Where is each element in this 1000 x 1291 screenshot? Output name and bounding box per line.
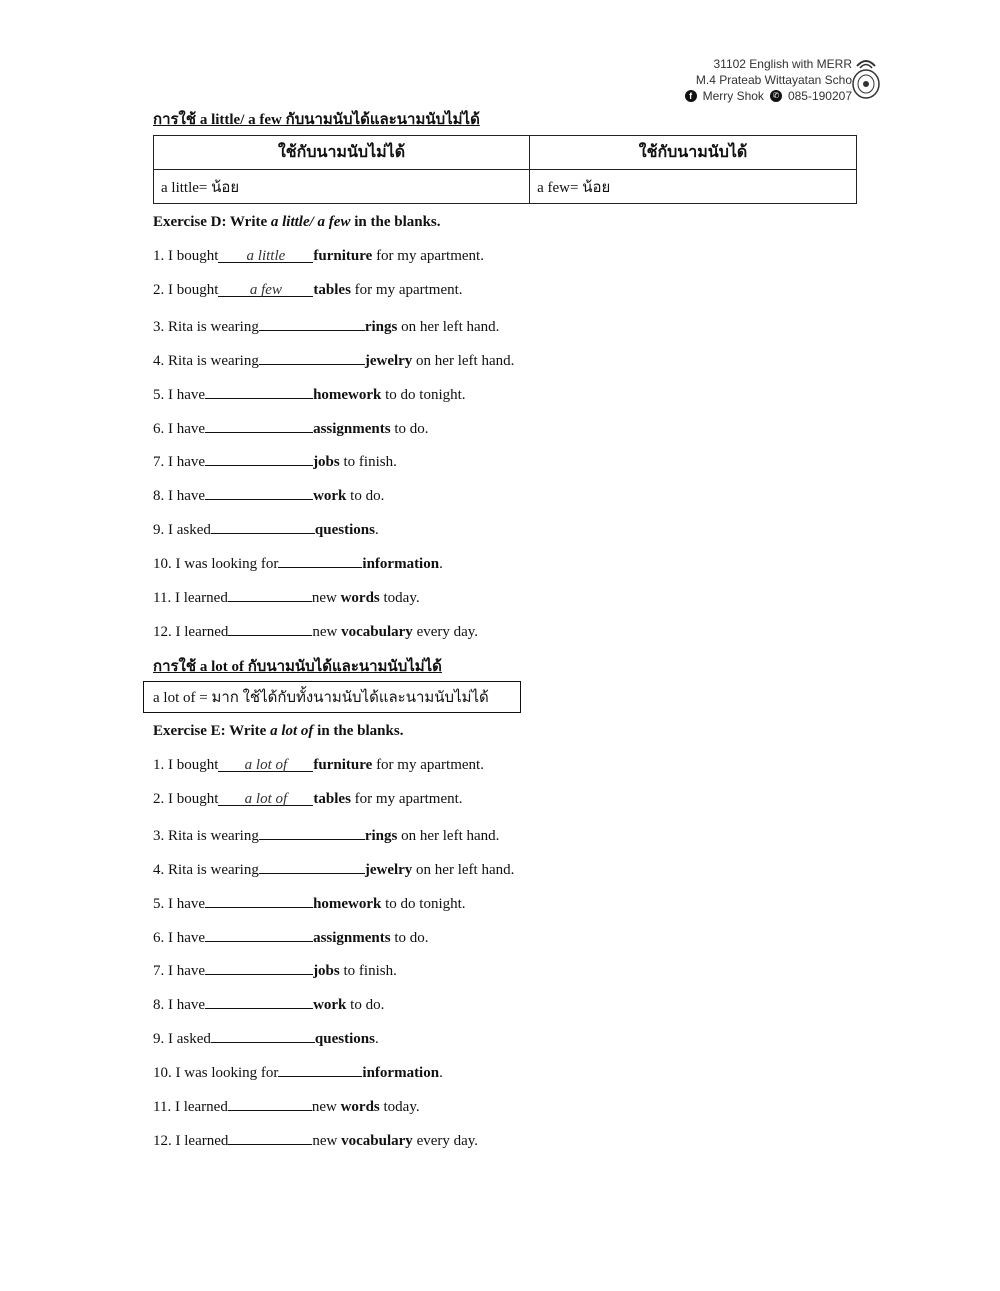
answer-text: a lot of [244,757,288,773]
col-countable-header: ใช้กับนามนับได้ [530,136,857,170]
item-noun: words [340,590,380,606]
exercise-d-item-4 [153,350,514,370]
item-ending: every day. [412,1132,479,1149]
item-noun: questions [314,1031,375,1048]
item-prompt: 10. I was looking for [153,556,279,573]
item-ending: for my apartment. [350,281,463,298]
item-prompt: 9. I asked [153,1031,211,1048]
item-ending: to do. [390,420,429,437]
item-noun: information [362,1065,440,1082]
item-ending: for my apartment. [372,248,484,264]
exercise-e-item-11 [153,1096,420,1116]
item-prompt: 1. I bought [153,757,219,773]
item-ending: . [374,1031,379,1048]
item-noun: rings [364,827,398,844]
exercise-e-item-5 [153,893,466,913]
item-ending: on her left hand. [412,352,515,369]
item-noun: tables [313,281,351,298]
answer-blank[interactable] [218,791,313,806]
col-uncountable-header: ใช้กับนามนับไม่ได้ [154,136,530,170]
answer-blank[interactable] [228,1096,312,1111]
exercise-d-item-5 [153,384,466,404]
exercise-d-item-1 [153,248,484,265]
item-prompt: 12. I learned [153,623,229,640]
answer-text: a lot of [244,790,288,807]
school-seal-icon [851,56,881,100]
item-prompt: 6. I have [153,420,206,437]
exercise-e-item-4 [153,859,514,879]
item-prompt: 7. I have [153,454,206,471]
answer-blank[interactable] [211,1028,315,1043]
item-ending: to do. [390,929,429,946]
item-prompt: 6. I have [153,929,206,946]
item-ending: for my apartment. [372,757,484,773]
item-prompt: 4. Rita is wearing [153,352,259,369]
item-noun: information [362,556,440,573]
item-mid-text: new [312,1132,342,1149]
answer-blank[interactable] [259,316,365,331]
answer-blank[interactable] [228,1130,312,1145]
item-noun: work [313,488,347,505]
exercise-d-item-10 [153,553,443,573]
answer-blank[interactable] [228,587,312,602]
item-prompt: 7. I have [153,963,206,980]
item-noun: vocabulary [341,1132,413,1149]
item-ending: to finish. [339,454,397,471]
item-noun: questions [314,522,375,539]
item-ending: to do. [346,488,385,505]
item-ending: today. [379,590,420,606]
exercise-e-item-8 [153,994,384,1014]
exercise-e-item-2 [153,791,463,808]
item-prompt: 10. I was looking for [153,1065,279,1082]
exercise-e-item-3 [153,825,499,845]
item-ending: . [374,522,379,539]
exercise-e-item-12 [153,1130,478,1150]
item-noun: jobs [313,963,340,980]
item-ending: for my apartment. [350,790,463,807]
item-noun: furniture [313,757,373,773]
item-ending: on her left hand. [397,318,500,335]
item-ending: to do tonight. [381,386,466,403]
answer-blank[interactable] [278,553,362,568]
answer-blank[interactable] [211,519,315,534]
exercise-e-title: Exercise E: Write a lot of in the blanks. [153,723,404,739]
item-prompt: 3. Rita is wearing [153,827,259,844]
item-noun: words [340,1099,380,1115]
item-noun: jewelry [364,861,413,878]
answer-blank[interactable] [228,621,312,636]
item-noun: jewelry [364,352,413,369]
course-title: 31102 English with MERR [713,57,852,71]
item-prompt: 5. I have [153,895,206,912]
page-header [685,56,852,104]
item-prompt: 2. I bought [153,281,219,298]
exercise-d-item-9 [153,519,379,539]
exercise-d-item-3 [153,316,499,336]
item-prompt: 11. I learned [153,590,228,606]
answer-text: a little [246,248,286,264]
item-mid-text: new [312,623,342,640]
phone-number: 085-190207 [787,89,852,103]
answer-blank[interactable] [205,960,313,975]
answer-blank[interactable] [218,757,313,772]
item-prompt: 8. I have [153,488,206,505]
answer-blank[interactable] [259,859,365,874]
phone-icon: ✆ [770,90,782,102]
item-ending: to finish. [339,963,397,980]
item-ending: . [439,1065,443,1082]
item-noun: assignments [313,929,391,946]
answer-blank[interactable] [205,927,313,942]
col-uncountable-value: a little= น้อย [154,170,530,204]
teacher-name: Merry Shok [702,89,764,103]
item-noun: vocabulary [341,623,413,640]
item-noun: tables [313,790,351,807]
exercise-d-item-6 [153,418,429,438]
item-prompt: 4. Rita is wearing [153,861,259,878]
item-prompt: 3. Rita is wearing [153,318,259,335]
item-prompt: 8. I have [153,997,206,1014]
item-prompt: 11. I learned [153,1099,228,1115]
item-ending: on her left hand. [412,861,515,878]
answer-blank[interactable] [205,384,313,399]
item-mid-text: new [311,1099,341,1115]
section-title-a-lot-of: การใช้ a lot of กับนามนับได้และนามนับไม่ได้ [153,659,442,675]
item-prompt: 9. I asked [153,522,211,539]
exercise-e-item-7 [153,960,397,980]
answer-blank[interactable] [205,893,313,908]
answer-blank[interactable] [218,248,313,263]
answer-blank[interactable] [205,418,313,433]
school-name: M.4 Prateab Wittayatan Scho [695,73,852,87]
answer-text: a few [249,281,282,298]
item-ending: every day. [412,623,479,640]
section-title-little-few: การใช้ a little/ a few กับนามนับได้และนามนับไม่ได้ [153,112,480,128]
answer-blank[interactable] [205,451,313,466]
exercise-d-item-12 [153,621,478,641]
item-prompt: 12. I learned [153,1132,229,1149]
item-noun: rings [364,318,398,335]
col-countable-value: a few= น้อย [530,170,857,204]
exercise-e-item-10 [153,1062,443,1082]
answer-blank[interactable] [259,350,365,365]
exercise-d-item-11 [153,587,420,607]
item-prompt: 5. I have [153,386,206,403]
item-noun: work [313,997,347,1014]
item-noun: homework [313,386,382,403]
answer-blank[interactable] [205,485,313,500]
facebook-icon: f [685,90,697,102]
exercise-e-item-9 [153,1028,379,1048]
exercise-d-title: Exercise D: Write a little/ a few in the blanks. [153,214,441,230]
item-ending: on her left hand. [397,827,500,844]
answer-blank[interactable] [278,1062,362,1077]
item-ending: to do. [346,997,385,1014]
exercise-e-item-1 [153,757,484,774]
exercise-d-item-2 [153,282,463,299]
contact-line [685,88,852,104]
answer-blank[interactable] [259,825,365,840]
rule-table [153,135,857,204]
exercise-d-item-8 [153,485,384,505]
item-prompt: 1. I bought [153,248,219,264]
item-prompt: 2. I bought [153,790,219,807]
exercise-e-item-6 [153,927,429,947]
item-noun: furniture [313,248,373,264]
item-noun: jobs [313,454,340,471]
item-ending: to do tonight. [381,895,466,912]
item-ending: today. [379,1099,420,1115]
a-lot-of-rule-box: a lot of = มาก ใช้ได้กับทั้งนามนับได้และนามนับไม่ได้ [143,681,521,713]
exercise-d-item-7 [153,451,397,471]
item-noun: homework [313,895,382,912]
item-ending: . [439,556,443,573]
answer-blank[interactable] [205,994,313,1009]
item-noun: assignments [313,420,391,437]
item-mid-text: new [311,590,341,606]
answer-blank[interactable] [218,282,313,297]
